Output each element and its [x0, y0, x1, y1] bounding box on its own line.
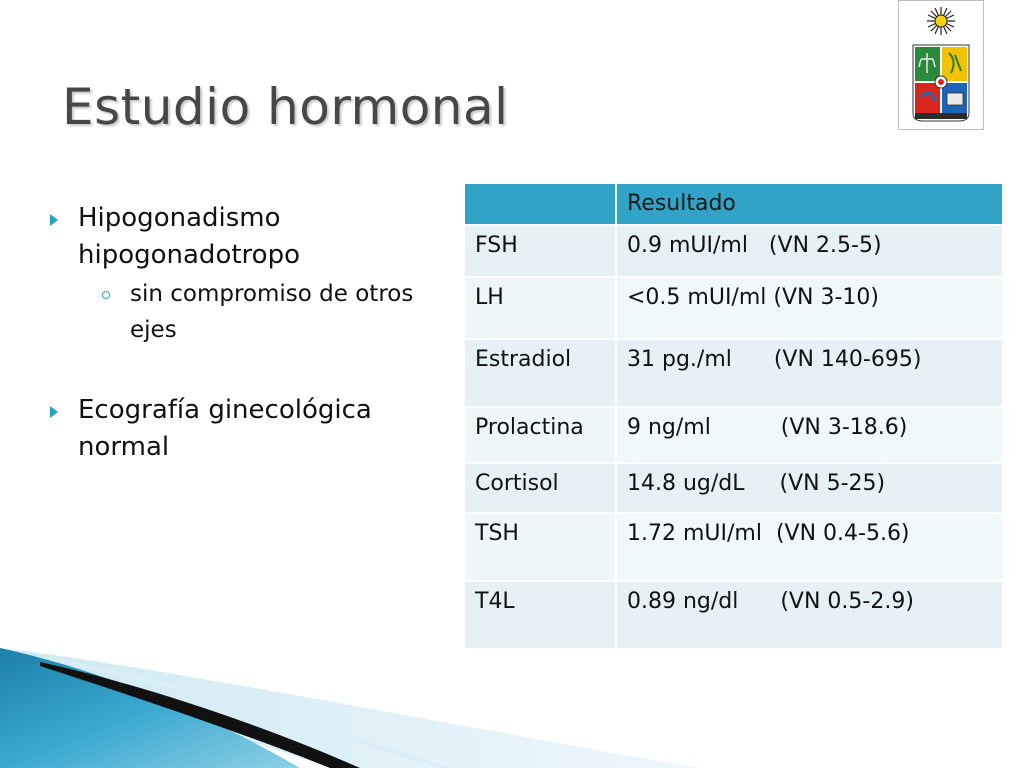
table-row [464, 225, 1003, 277]
table-header-row [464, 183, 1003, 225]
bullet-item [46, 200, 436, 274]
table-header-cell [464, 183, 616, 225]
table-row [464, 513, 1003, 581]
result-cell: 0.9 mUI/ml (VN 2.5-5) [616, 225, 1003, 277]
sub-bullet-text: sin compromiso de otros ejes [130, 281, 414, 343]
result-cell: <0.5 mUI/ml (VN 3-10) [616, 277, 1003, 339]
result-cell: 31 pg./ml (VN 140-695) [616, 339, 1003, 407]
bullet-arrow-icon [50, 214, 58, 226]
result-cell: 0.89 ng/dl (VN 0.5-2.9) [616, 581, 1003, 649]
result-cell: 14.8 ug/dL (VN 5-25) [616, 463, 1003, 513]
table-row [464, 407, 1003, 463]
decorative-swoosh [0, 640, 1024, 768]
bullet-text: Ecografía ginecológica normal [78, 395, 372, 462]
result-cell: 9 ng/ml (VN 3-18.6) [616, 407, 1003, 463]
hormone-cell: FSH [464, 225, 616, 277]
table-row [464, 277, 1003, 339]
hormone-cell: Cortisol [464, 463, 616, 513]
hormone-cell: Estradiol [464, 339, 616, 407]
table-row [464, 463, 1003, 513]
results-table [463, 182, 1004, 650]
hormone-cell: LH [464, 277, 616, 339]
table-row [464, 339, 1003, 407]
sub-bullet-item [46, 276, 436, 348]
university-crest-icon [898, 0, 984, 130]
hormone-cell: TSH [464, 513, 616, 581]
table-row [464, 581, 1003, 649]
bullet-ring-icon [102, 291, 110, 299]
result-cell: 1.72 mUI/ml (VN 0.4-5.6) [616, 513, 1003, 581]
bullet-item [46, 392, 436, 466]
hormone-cell: Prolactina [464, 407, 616, 463]
bullet-list [46, 200, 436, 466]
bullet-text: Hipogonadismo hipogonadotropo [78, 203, 300, 270]
bullet-arrow-icon [50, 406, 58, 418]
slide-title: Estudio hormonal [62, 78, 509, 136]
table-header-cell: Resultado [616, 183, 1003, 225]
hormone-cell: T4L [464, 581, 616, 649]
